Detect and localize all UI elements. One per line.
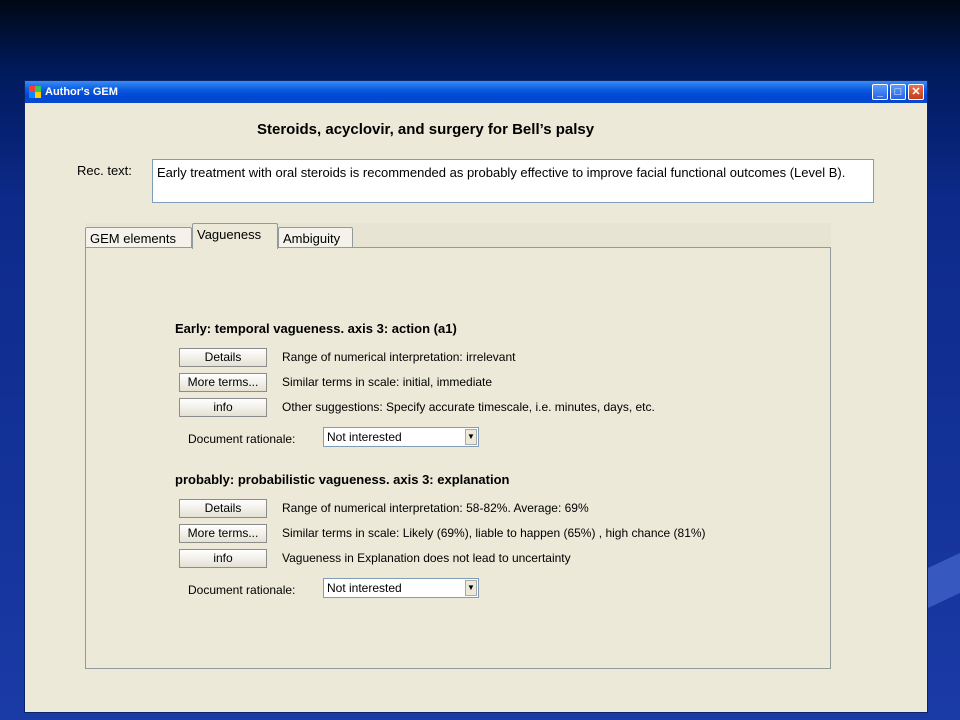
authors-gem-window [24, 80, 928, 713]
rationale-select[interactable] [323, 578, 479, 598]
chevron-down-icon[interactable]: ▼ [465, 580, 477, 596]
close-button[interactable] [908, 84, 924, 100]
info-button[interactable]: info [179, 549, 267, 568]
rec-text-field[interactable]: Early treatment with oral steroids is recommended as probably effective to improve facial functional outcomes (Level B). [152, 159, 874, 203]
rationale-label: Document rationale: [188, 432, 296, 446]
close-icon: ✕ [911, 85, 921, 98]
section-heading-probably: probably: probabilistic vagueness. axis 3: explanation [175, 472, 510, 487]
more-terms-button[interactable]: More terms... [179, 373, 267, 392]
chevron-down-icon[interactable]: ▼ [465, 429, 477, 445]
title-bar[interactable] [25, 81, 927, 103]
document-title: Steroids, acyclovir, and surgery for Bell’s palsy [257, 121, 595, 138]
info-button[interactable]: info [179, 398, 267, 417]
minimize-button[interactable] [872, 84, 888, 100]
details-button[interactable]: Details [179, 348, 267, 367]
more-terms-text: Similar terms in scale: initial, immediate [282, 375, 493, 389]
details-text: Range of numerical interpretation: 58-82%. Average: 69% [282, 501, 589, 515]
tab-vagueness[interactable]: Vagueness [192, 223, 278, 249]
maximize-icon: □ [894, 85, 902, 98]
rationale-select-value: Not interested [327, 430, 402, 444]
window-title: Author's GEM [45, 86, 118, 98]
info-text: Other suggestions: Specify accurate timescale, i.e. minutes, days, etc. [282, 400, 655, 414]
info-text: Vagueness in Explanation does not lead to uncertainty [282, 551, 571, 565]
minimize-icon: _ [876, 85, 884, 98]
app-icon [29, 86, 41, 98]
section-heading-early: Early: temporal vagueness. axis 3: action (a1) [175, 321, 457, 336]
vagueness-panel [85, 247, 831, 669]
more-terms-button[interactable]: More terms... [179, 524, 267, 543]
more-terms-text: Similar terms in scale: Likely (69%), liable to happen (65%) , high chance (81%) [282, 526, 706, 540]
decorative-shape [925, 551, 960, 610]
maximize-button[interactable] [890, 84, 906, 100]
tab-gem-elements[interactable]: GEM elements [85, 227, 192, 248]
rec-text-label: Rec. text: [77, 163, 132, 178]
rationale-select-value: Not interested [327, 581, 402, 595]
details-button[interactable]: Details [179, 499, 267, 518]
tab-strip [85, 223, 831, 248]
tab-ambiguity[interactable]: Ambiguity [278, 227, 353, 248]
rationale-label: Document rationale: [188, 583, 296, 597]
rationale-select[interactable] [323, 427, 479, 447]
details-text: Range of numerical interpretation: irrelevant [282, 350, 516, 364]
